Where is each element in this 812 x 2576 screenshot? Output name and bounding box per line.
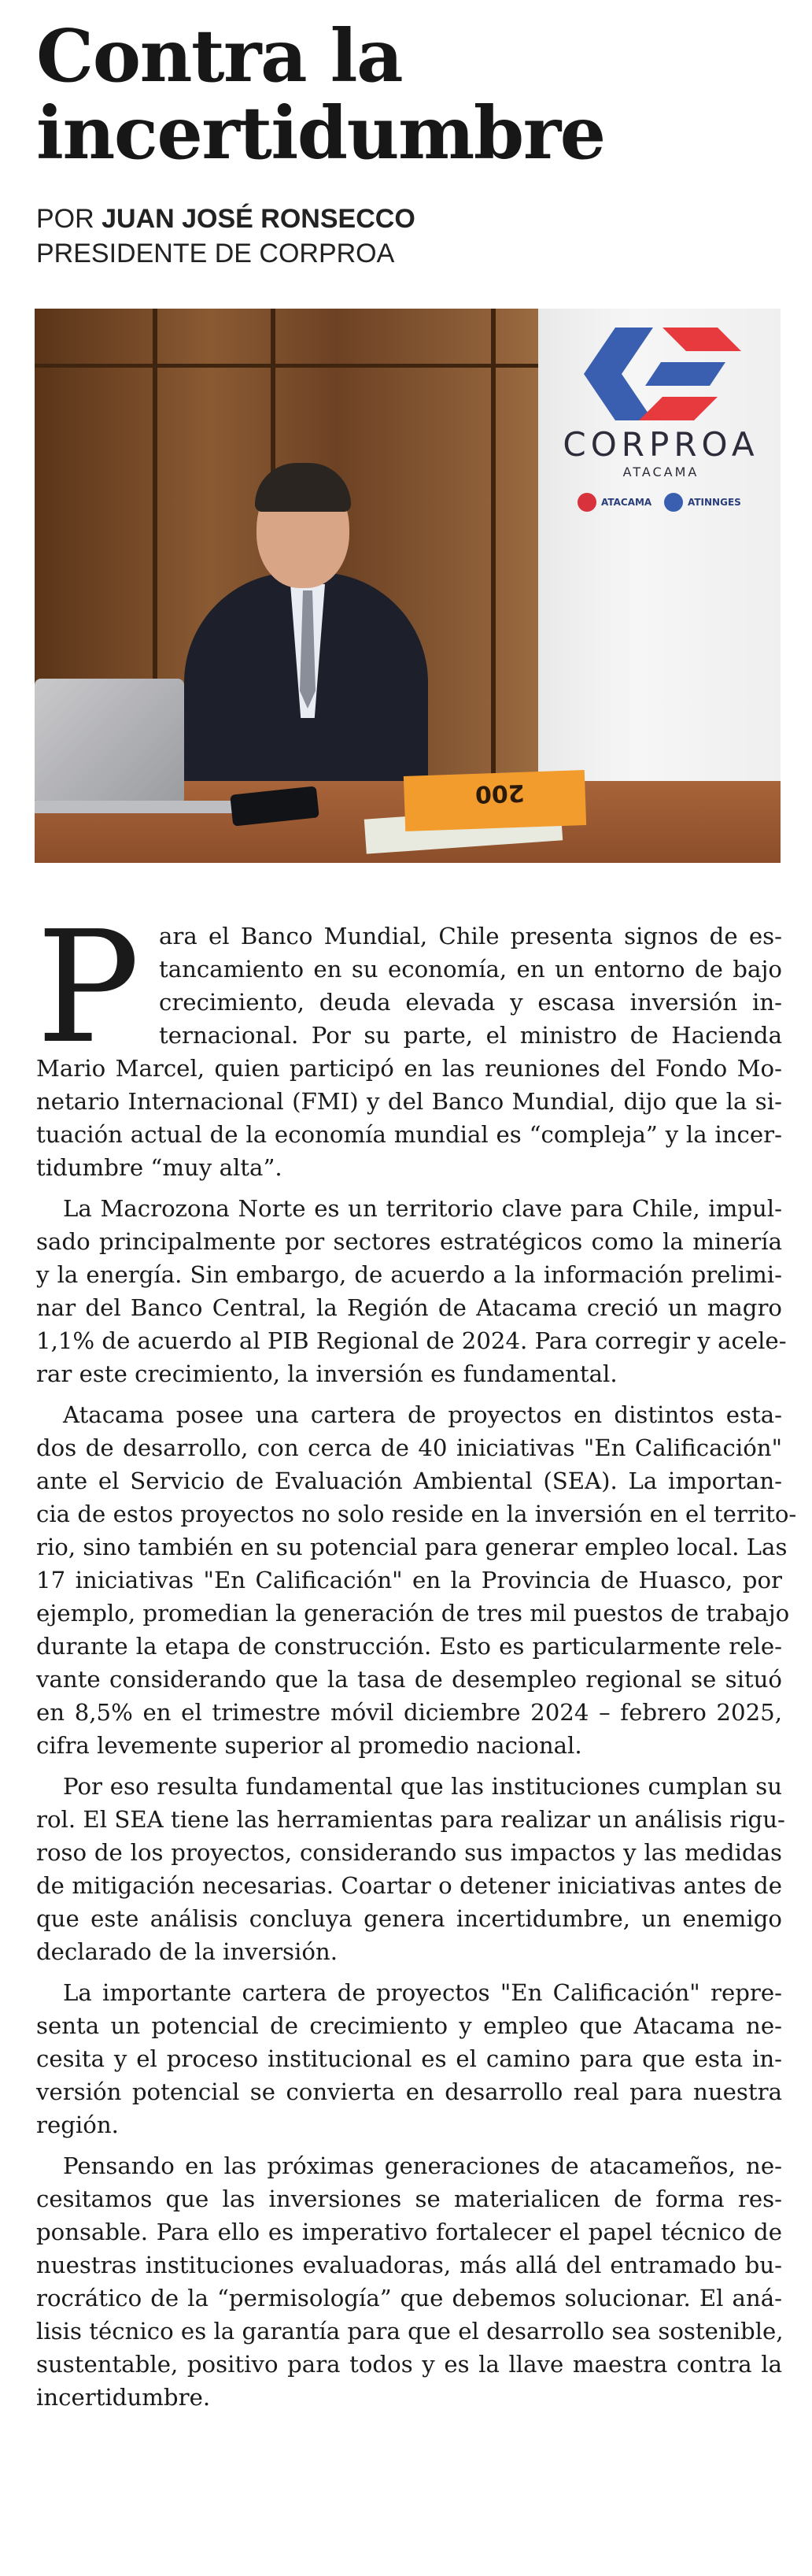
text-line: cesitamos que las inversiones se materialicen de forma res- (36, 2186, 782, 2212)
paragraph-6 (36, 2149, 782, 2414)
paragraph-3 (36, 1398, 797, 1762)
text-line: rar este crecimiento, la inversión es fundamental. (36, 1360, 618, 1387)
text-line: tuación actual de la economía mundial es “compleja” y la incer- (36, 1121, 782, 1148)
drop-cap: P (36, 898, 140, 1078)
partner-logo-atacama (578, 490, 651, 515)
text-line: lisis técnico es la garantía para que el desarrollo sea sostenible, (36, 2318, 784, 2345)
text-line: senta un potencial de crecimiento y empleo que Atacama ne- (36, 2012, 782, 2039)
byline-author: JUAN JOSÉ RONSECCO (102, 204, 415, 234)
corproa-logo-subtitle: ATACAMA (622, 464, 699, 479)
corproa-logo-text: CORPROA (563, 425, 759, 464)
text-line: Por eso resulta fundamental que las instituciones cumplan su (63, 1773, 782, 1800)
photo-book-text: 200 (474, 778, 526, 809)
text-line: que este análisis concluya genera incertidumbre, un enemigo (36, 1905, 782, 1932)
text-line: cia de estos proyectos no solo reside en la inversión en el territo- (36, 1501, 797, 1527)
photo-laptop (35, 679, 184, 805)
text-line: vante considerando que la tasa de desempleo regional se situó (36, 1666, 782, 1693)
partner-atacama-label: ATACAMA (601, 497, 652, 508)
text-line: Mario Marcel, quien participó en las reuniones del Fondo Mo- (36, 1055, 782, 1082)
partner-atinnges-label: ATINNGES (688, 497, 741, 508)
text-line: durante la etapa de construcción. Esto es particularmente rele- (36, 1633, 782, 1660)
paragraph-2 (36, 1192, 787, 1390)
text-line: netario Internacional (FMI) y del Banco Mundial, dijo que la si- (36, 1088, 782, 1115)
photo-door-frame (491, 309, 496, 781)
text-line: cesita y el proceso institucional es el camino para que esta in- (36, 2045, 782, 2072)
text-line: sado principalmente por sectores estratégicos como la minería (36, 1228, 782, 1255)
byline-prefix: POR (36, 204, 102, 234)
text-line: ante el Servicio de Evaluación Ambiental (SEA). La importan- (36, 1468, 782, 1494)
partner-atinnges-icon (664, 493, 683, 512)
text-line: rio, sino también en su potencial para generar empleo local. Las (36, 1534, 788, 1560)
text-line: cifra levemente superior al promedio nacional. (36, 1732, 582, 1759)
corproa-logo-icon (584, 328, 741, 420)
partner-logo-atinnges (664, 490, 741, 515)
text-line: tidumbre “muy alta”. (36, 1154, 282, 1181)
text-line: en 8,5% en el trimestre móvil diciembre 2024 – febrero 2025, (36, 1699, 782, 1726)
photo-door-frame (35, 364, 538, 368)
byline (36, 202, 744, 271)
text-line: incertidumbre. (36, 2384, 211, 2411)
text-line: nuestras instituciones evaluadoras, más allá del entramado bu- (36, 2252, 782, 2278)
text-line: y la energía. Sin embargo, de acuerdo a la información prelimi- (36, 1261, 782, 1288)
text-line: rol. El SEA tiene las herramientas para realizar un análisis rigu- (36, 1806, 785, 1833)
text-line: Atacama posee una cartera de proyectos en distintos esta- (63, 1401, 782, 1428)
text-line: dos de desarrollo, con cerca de 40 iniciativas "En Calificación" (36, 1434, 782, 1461)
text-line: declarado de la inversión. (36, 1938, 338, 1965)
text-line: sustentable, positivo para todos y es la llave maestra contra la (36, 2351, 782, 2378)
text-line: versión potencial se convierta en desarrollo real para nuestra (36, 2078, 782, 2105)
text-line: ara el Banco Mundial, Chile presenta signos de es- (159, 923, 782, 949)
article-photo (35, 309, 781, 863)
text-line: de mitigación necesarias. Coartar o detener iniciativas antes de (36, 1872, 782, 1899)
headline (36, 13, 792, 176)
text-line: región. (36, 2112, 119, 2138)
headline-line-1: Contra la (36, 13, 403, 98)
text-line: roso de los proyectos, considerando sus impactos y las medidas (36, 1839, 782, 1866)
byline-role: PRESIDENTE DE CORPROA (36, 239, 395, 268)
paragraph-5 (36, 1976, 782, 2141)
text-line: La Macrozona Norte es un territorio clave para Chile, impul- (63, 1195, 782, 1222)
text-line: ternacional. Por su parte, el ministro de Hacienda (159, 1022, 782, 1049)
partner-atacama-icon (578, 493, 596, 512)
text-line: 1,1% de acuerdo al PIB Regional de 2024. Para corregir y acele- (36, 1327, 787, 1354)
byline-author-row (36, 202, 744, 236)
text-line: ponsable. Para ello es imperativo fortalecer el papel técnico de (36, 2219, 782, 2245)
text-line: 17 iniciativas "En Calificación" en la Provincia de Huasco, por (36, 1567, 782, 1593)
text-line: Pensando en las próximas generaciones de atacameños, ne- (63, 2152, 782, 2179)
text-line: La importante cartera de proyectos "En Calificación" repre- (63, 1979, 782, 2006)
headline-line-2: incertidumbre (36, 91, 605, 176)
text-line: nar del Banco Central, la Región de Atacama creció un magro (36, 1294, 782, 1321)
paragraph-4 (36, 1770, 785, 1968)
article-body (36, 898, 797, 2422)
text-line: rocrático de la “permisología” que debemos solucionar. El aná- (36, 2285, 782, 2311)
paragraph-1 (36, 898, 782, 1184)
text-line: crecimiento, deuda elevada y escasa inversión in- (159, 989, 782, 1016)
text-line: tancamiento en su economía, en un entorno de bajo (159, 956, 782, 983)
text-line: ejemplo, promedian la generación de tres mil puestos de trabajo (36, 1600, 790, 1627)
